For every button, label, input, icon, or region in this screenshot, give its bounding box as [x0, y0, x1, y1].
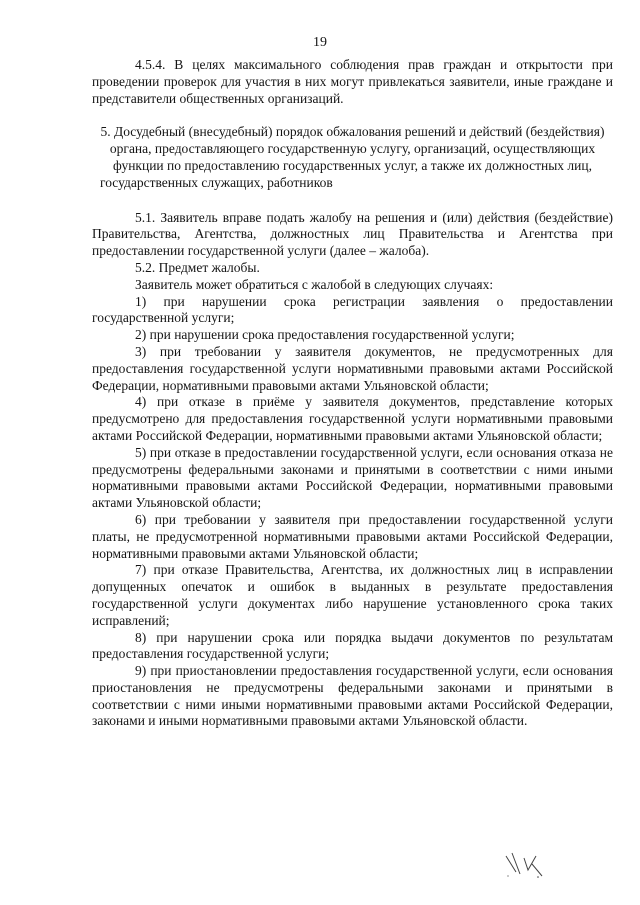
- list-item-6: 6) при требовании у заявителя при предоставлении государственной услуги платы, не предусмотренной нормативными правовыми актами Российской Федерации, нормативными правовыми актами Ульяновской области;: [92, 511, 613, 561]
- list-item-4: 4) при отказе в приёме у заявителя документов, представление которых предусмотрено для предоставления государственной услуги нормативными правовыми актами Российской Федерации, нормативными правовыми актами Ульяновской области;: [92, 394, 613, 443]
- paragraph-4-5-4: 4.5.4. В целях максимального соблюдения прав граждан и открытости при проведении проверок для участия в них могут привлекаться заявители, иные граждане и представители общественных организаций.: [92, 57, 613, 106]
- paragraph-5-2: 5.2. Предмет жалобы.: [135, 259, 260, 275]
- list-item-2: 2) при нарушении срока предоставления государственной услуги;: [135, 327, 515, 343]
- document-body: [92, 57, 613, 730]
- page-number: 19: [313, 35, 327, 50]
- list-item-5: 5) при отказе в предоставлении государственной услуги, если основания отказа не предусмотрены федеральными законами и принятыми в соответствии с ними иными нормативными правовыми актами Российской Федерации, нормативными правовыми актами Ульяновской области;: [92, 444, 613, 511]
- list-item-1: 1) при нарушении срока регистрации заявления о предоставлении государственной услуги;: [92, 293, 613, 326]
- list-item-3: 3) при требовании у заявителя документов, не предусмотренных для предоставления государственной услуги нормативными правовыми актами Российской Федерации, нормативными правовыми актами Ульяновской области;: [92, 343, 613, 393]
- list-item-8: 8) при нарушении срока или порядка выдачи документов по результатам предоставления государственной услуги;: [92, 629, 613, 662]
- paragraph-5-1: 5.1. Заявитель вправе подать жалобу на решения и (или) действия (бездействие) Правительства, Агентства, должностных лиц Правительства и Агентства при предоставлении государственной услуги (далее – жалоба).: [92, 209, 613, 259]
- list-item-9: 9) при приостановлении предоставления государственной услуги, если основания приостановления не предусмотрены федеральными законами и принятыми в соответствии с ними иными нормативными правовыми актами Российской Федерации, законами и иными нормативными правовыми актами Ульяновской области.: [92, 663, 613, 729]
- list-item-7: 7) при отказе Правительства, Агентства, их должностных лиц в исправлении допущенных опечаток и ошибок в выданных в результате предоставления государственной услуги документах либо нарушение установленного срока таких исправлений;: [92, 562, 613, 628]
- section-5-heading: 5. Досудебный (внесудебный) порядок обжалования решений и действий (бездействия) органа, предоставляющего государственную услугу, организаций, осуществляющих функции по предоставлению государственных услуг, а также их должностных лиц, государственных служащих, работников: [100, 124, 605, 190]
- signature-initials-icon: [502, 850, 548, 880]
- paragraph-intro: Заявитель может обратиться с жалобой в следующих случаях:: [135, 276, 494, 292]
